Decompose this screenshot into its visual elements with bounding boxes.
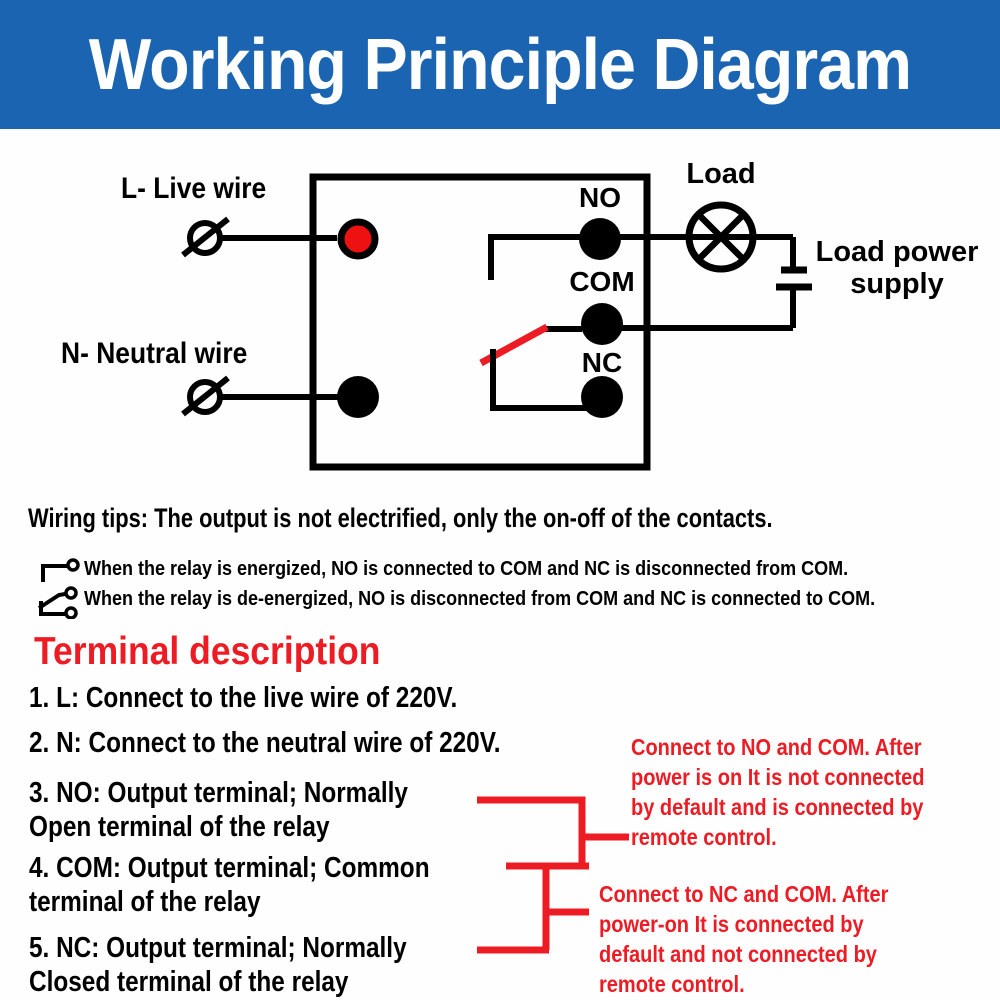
annotation-no-com-line1: Connect to NO and COM. After — [631, 734, 922, 760]
relay-note-deenergized: When the relay is de-energized, NO is disconnected from COM and NC is connected to COM. — [84, 588, 876, 610]
annotation-nc-com-line4: remote control. — [599, 971, 745, 997]
terminal-item-n — [29, 726, 501, 760]
load-label: Load — [686, 158, 756, 190]
wiring-tips-text: Wiring tips: The output is not electrified, only the on-off of the contacts. — [28, 503, 773, 533]
terminal-item-no-line1: 3. NO: Output terminal; Normally — [29, 777, 408, 809]
annotation-nc-com-line1: Connect to NC and COM. After — [599, 881, 889, 907]
annotation-nc-com — [599, 879, 888, 999]
com-terminal-label: COM — [569, 266, 635, 297]
annotation-nc-com-line2: power-on It is connected by — [599, 911, 864, 937]
terminal-item-nc-line2: Closed terminal of the relay — [29, 966, 349, 998]
page-title: Working Principle Diagram — [88, 24, 912, 105]
annotation-no-com-line3: by default and is connected by — [631, 794, 924, 820]
connector-no-bracket — [477, 800, 582, 866]
terminal-item-nc-line1: 5. NC: Output terminal; Normally — [29, 932, 407, 964]
terminal-item-l — [29, 681, 457, 715]
annotation-nc-com-line3: default and not connected by — [599, 941, 877, 967]
annotation-no-com-line4: remote control. — [631, 824, 777, 850]
neutral-wire-label: N- Neutral wire — [61, 337, 248, 370]
neutral-terminal-dot — [337, 376, 379, 418]
no-terminal-dot — [579, 218, 621, 260]
live-terminal-dot — [341, 222, 375, 256]
live-wire-label: L- Live wire — [121, 172, 267, 205]
closed-contact-icon — [36, 556, 80, 584]
annotation-no-com — [631, 732, 925, 852]
relay-note-energized: When the relay is energized, NO is connected to COM and NC is disconnected from COM. — [84, 558, 849, 580]
nc-terminal-label: NC — [581, 347, 623, 378]
open-contact-icon — [32, 585, 78, 619]
terminal-item-com-line1: 4. COM: Output terminal; Common — [29, 852, 430, 884]
com-terminal-dot — [581, 303, 623, 345]
terminal-item-com-line2: terminal of the relay — [29, 886, 261, 918]
no-terminal-label: NO — [579, 182, 621, 213]
terminal-item-n-line1: 2. N: Connect to the neutral wire of 220V. — [29, 727, 501, 759]
load-power-supply-label — [798, 236, 996, 300]
load-power-supply-line1: Load power — [815, 236, 979, 268]
terminal-item-no-line2: Open terminal of the relay — [29, 811, 330, 843]
load-power-supply-line2: supply — [850, 268, 944, 300]
terminal-description-heading: Terminal description — [34, 630, 381, 673]
annotation-no-com-line2: power is on It is not connected — [631, 764, 925, 790]
terminal-item-l-line1: 1. L: Connect to the live wire of 220V. — [29, 682, 458, 714]
header-banner — [0, 0, 1000, 129]
nc-terminal-dot — [581, 376, 623, 418]
